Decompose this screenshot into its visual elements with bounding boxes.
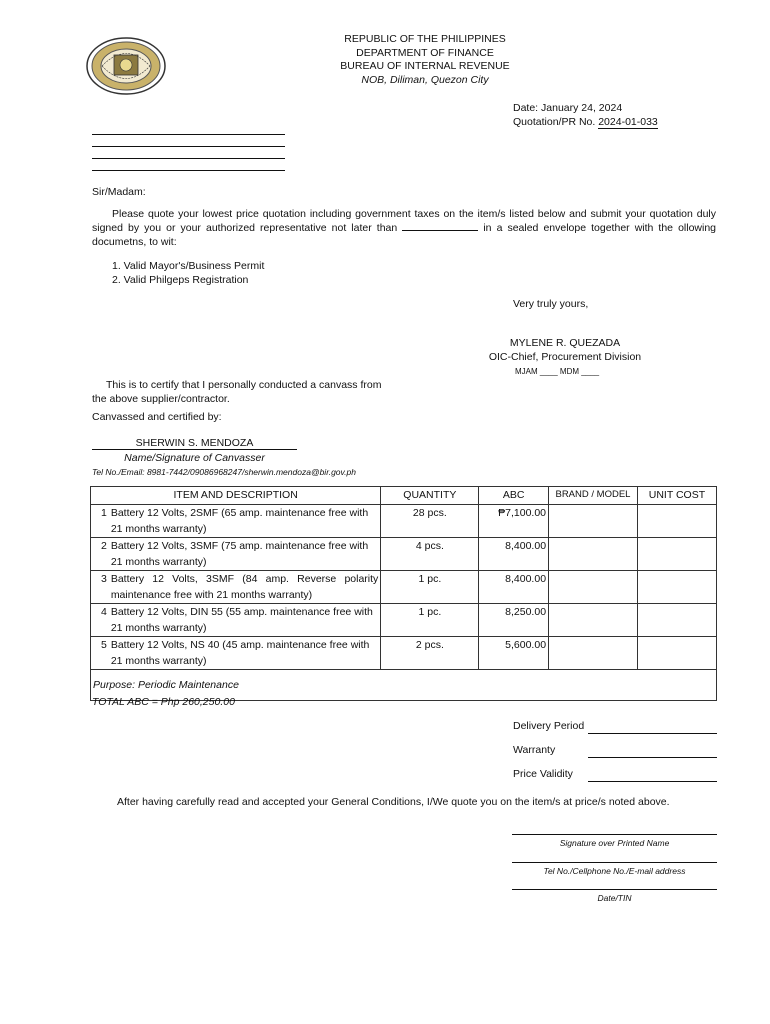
warranty-field[interactable] bbox=[588, 757, 717, 758]
row-quantity: 2 pcs. bbox=[381, 637, 479, 670]
quotation-number: 2024-01-033 bbox=[598, 116, 658, 128]
letterhead bbox=[250, 33, 600, 87]
col-header-item: ITEM AND DESCRIPTION bbox=[91, 487, 381, 505]
contact-caption: Tel No./Cellphone No./E-mail address bbox=[543, 866, 686, 876]
total-abc: TOTAL ABC = Php 260,250.00 bbox=[92, 696, 235, 708]
delivery-period-label: Delivery Period bbox=[513, 720, 585, 732]
signature-caption: Signature over Printed Name bbox=[559, 838, 670, 848]
request-paragraph bbox=[92, 207, 716, 249]
row-number: 4 bbox=[91, 604, 109, 637]
row-number: 3 bbox=[91, 571, 109, 604]
row-quantity: 28 pcs. bbox=[381, 505, 479, 538]
canvasser-contact: Tel No./Email: 8981-7442/09086968247/sherwin.mendoza@bir.gov.ph bbox=[92, 467, 356, 477]
row-unit-cost-cell[interactable] bbox=[637, 571, 716, 604]
row-brand-cell[interactable] bbox=[549, 505, 638, 538]
row-abc: ₱7,100.00 bbox=[479, 505, 549, 538]
addressee-line-3 bbox=[92, 158, 285, 159]
header-line-address: NOB, Diliman, Quezon City bbox=[361, 73, 489, 86]
price-validity-field[interactable] bbox=[588, 781, 717, 782]
row-brand-cell[interactable] bbox=[549, 637, 638, 670]
col-header-brand: BRAND / MODEL bbox=[549, 487, 638, 505]
row-abc: 8,250.00 bbox=[479, 604, 549, 637]
table-row bbox=[91, 637, 717, 670]
canvasser-caption: Name/Signature of Canvasser bbox=[124, 452, 265, 464]
canvasser-name: SHERWIN S. MENDOZA bbox=[92, 437, 297, 450]
quotation-label: Quotation/PR No. bbox=[513, 116, 599, 128]
row-brand-cell[interactable] bbox=[549, 538, 638, 571]
request-text-b: in a sealed envelope together with the ollowing documetns, to wit: bbox=[92, 222, 717, 248]
addressee-line-4 bbox=[92, 170, 285, 171]
table-row bbox=[91, 505, 717, 538]
addressee-line-2 bbox=[92, 146, 285, 147]
row-brand-cell[interactable] bbox=[549, 571, 638, 604]
col-header-abc: ABC bbox=[479, 487, 549, 505]
header-line-bureau: BUREAU OF INTERNAL REVENUE bbox=[340, 60, 510, 72]
row-unit-cost-cell[interactable] bbox=[637, 637, 716, 670]
requirements-list bbox=[112, 260, 264, 287]
col-header-unit-cost: UNIT COST bbox=[637, 487, 716, 505]
row-number: 1 bbox=[91, 505, 109, 538]
row-abc: 8,400.00 bbox=[479, 571, 549, 604]
date-text: Date: January 24, 2024 bbox=[513, 102, 623, 114]
salutation: Sir/Madam: bbox=[92, 186, 146, 198]
col-header-quantity: QUANTITY bbox=[381, 487, 479, 505]
requirement-item: 2. Valid Philgeps Registration bbox=[112, 273, 249, 286]
date-tin-line[interactable] bbox=[512, 889, 717, 890]
signatory-name: MYLENE R. QUEZADA bbox=[509, 337, 621, 349]
table-row bbox=[91, 571, 717, 604]
row-quantity: 1 pc. bbox=[381, 604, 479, 637]
addressee-line-1 bbox=[92, 134, 285, 135]
initials: MJAM ____ MDM ____ bbox=[515, 367, 600, 376]
warranty-label: Warranty bbox=[513, 744, 556, 756]
row-description: Battery 12 Volts, DIN 55 (55 amp. maintenance free with 21 months warranty) bbox=[109, 604, 381, 637]
quotation-number-line bbox=[513, 115, 658, 129]
row-quantity: 4 pcs. bbox=[381, 538, 479, 571]
header-line-department: DEPARTMENT OF FINANCE bbox=[356, 46, 494, 59]
table-row bbox=[91, 604, 717, 637]
signature-line[interactable] bbox=[512, 834, 717, 835]
row-unit-cost-cell[interactable] bbox=[637, 505, 716, 538]
table-row bbox=[91, 538, 717, 571]
deadline-blank bbox=[402, 221, 478, 231]
items-table bbox=[90, 486, 717, 701]
row-quantity: 1 pc. bbox=[381, 571, 479, 604]
certification-text: This is to certify that I personally conducted a canvass from the above supplier/contractor. bbox=[92, 379, 382, 405]
row-description: Battery 12 Volts, 3SMF (75 amp. maintenance free with 21 months warranty) bbox=[109, 538, 381, 571]
acceptance-statement: After having carefully read and accepted your General Conditions, I/We quote you on the item/s at price/s noted above. bbox=[117, 796, 670, 808]
row-abc: 8,400.00 bbox=[479, 538, 549, 571]
row-abc: 5,600.00 bbox=[479, 637, 549, 670]
header-line-republic: REPUBLIC OF THE PHILIPPINES bbox=[344, 33, 506, 45]
row-unit-cost-cell[interactable] bbox=[637, 604, 716, 637]
price-validity-label: Price Validity bbox=[513, 768, 573, 780]
purpose-text: Purpose: Periodic Maintenance bbox=[91, 670, 717, 701]
row-number: 2 bbox=[91, 538, 109, 571]
bir-seal-logo bbox=[86, 37, 166, 95]
request-text-a: Please quote your lowest price quotation including government taxes on the item/s listed below and submit your quotation duly signed by you or your authorized representative not later than bbox=[92, 208, 716, 234]
row-description: Battery 12 Volts, 3SMF (84 amp. Reverse polarity maintenance free with 21 months warranty) bbox=[109, 571, 381, 604]
requirement-item: 1. Valid Mayor's/Business Permit bbox=[112, 260, 265, 272]
signatory-title: OIC-Chief, Procurement Division bbox=[488, 351, 642, 363]
canvassed-label: Canvassed and certified by: bbox=[92, 411, 222, 423]
contact-line[interactable] bbox=[512, 862, 717, 863]
closing-text: Very truly yours, bbox=[513, 298, 589, 310]
date-block bbox=[513, 101, 658, 129]
row-brand-cell[interactable] bbox=[549, 604, 638, 637]
row-description: Battery 12 Volts, NS 40 (45 amp. maintenance free with 21 months warranty) bbox=[109, 637, 381, 670]
row-number: 5 bbox=[91, 637, 109, 670]
table-header-row bbox=[91, 487, 717, 505]
row-description: Battery 12 Volts, 2SMF (65 amp. maintenance free with 21 months warranty) bbox=[109, 505, 381, 538]
delivery-period-field[interactable] bbox=[588, 733, 717, 734]
row-unit-cost-cell[interactable] bbox=[637, 538, 716, 571]
date-tin-caption: Date/TIN bbox=[597, 893, 632, 903]
